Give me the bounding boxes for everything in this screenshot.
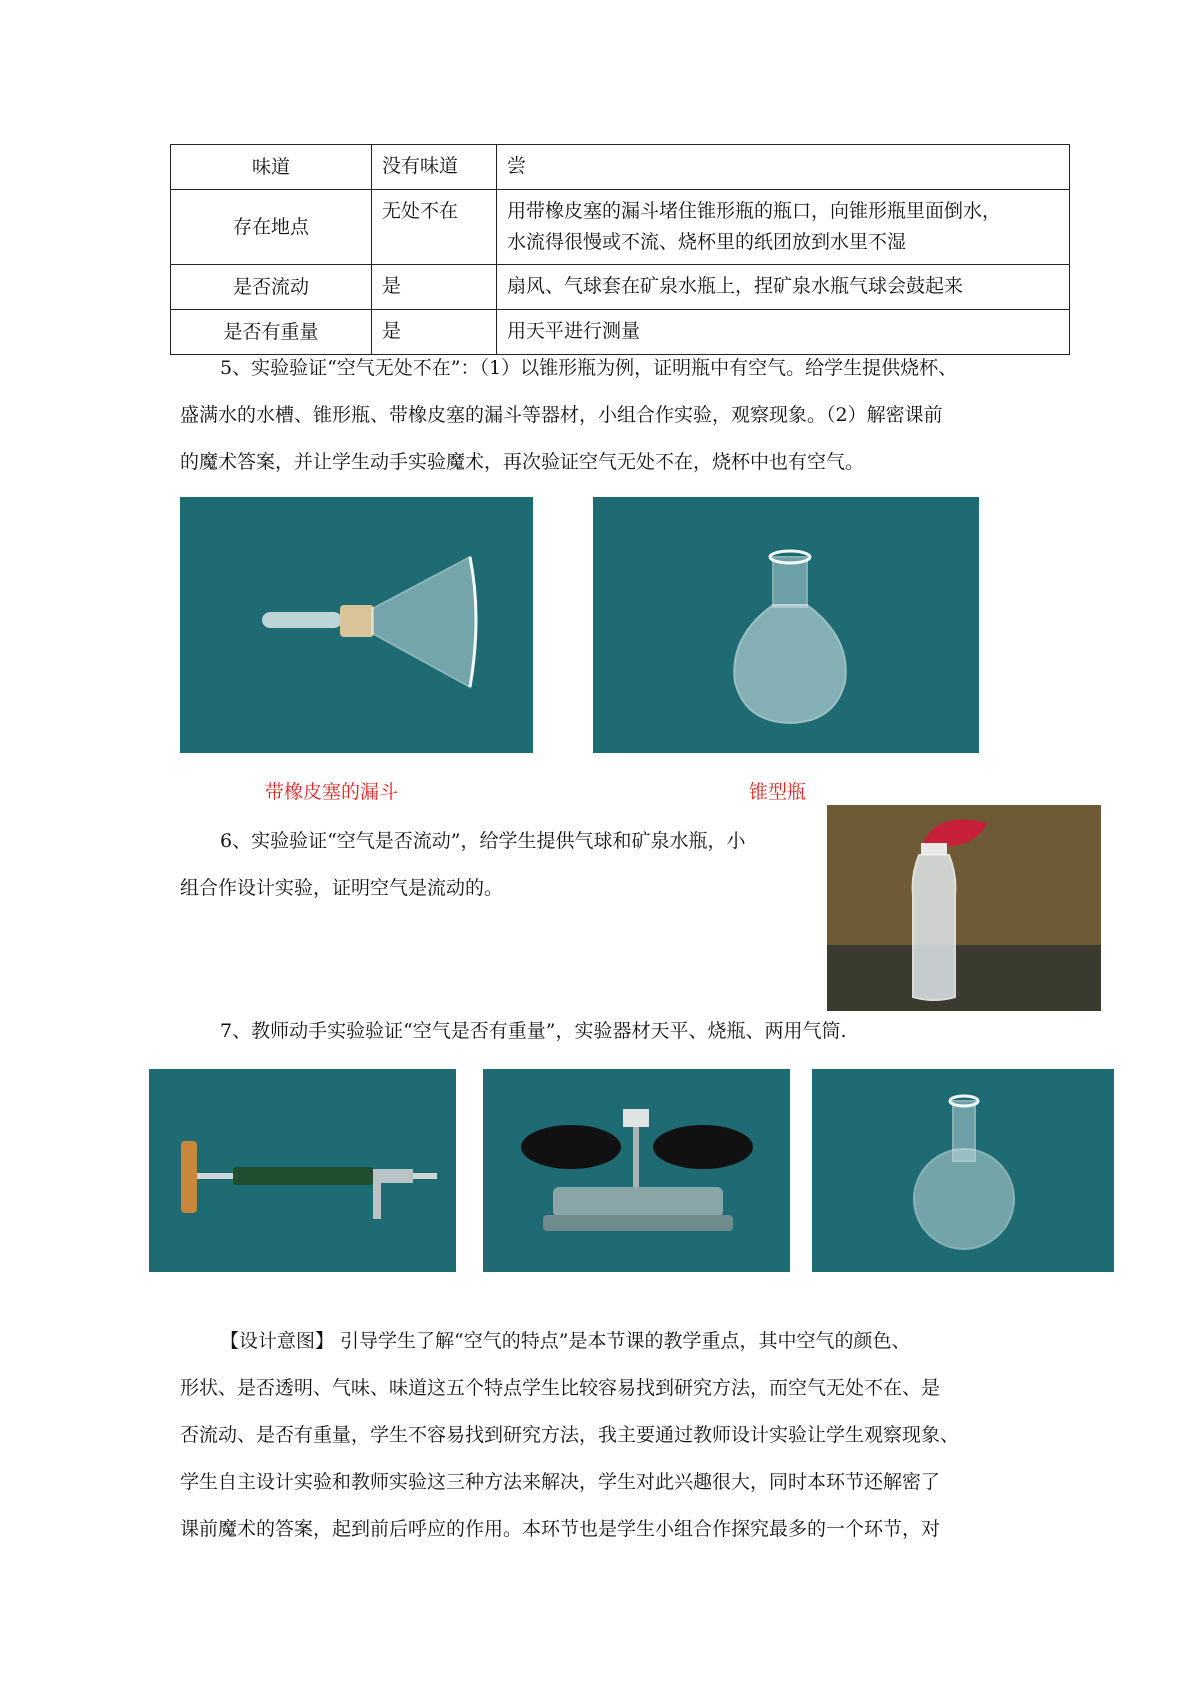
paragraph-line: 盛满水的水槽、锥形瓶、带橡皮塞的漏斗等器材，小组合作实验，观察现象。（2）解密课前	[180, 404, 943, 426]
table-cell-property: 是否有重量	[171, 310, 372, 355]
pump-illustration	[149, 1069, 456, 1272]
balance-illustration	[483, 1069, 790, 1272]
method-line: 用带橡皮塞的漏斗堵住锥形瓶的瓶口，向锥形瓶里面倒水，	[507, 200, 1002, 222]
paragraph-line: 学生自主设计实验和教师实验这三种方法来解决，学生对此兴趣很大，同时本环节还解密了	[180, 1471, 941, 1493]
funnel-caption: 带橡皮塞的漏斗	[265, 781, 399, 803]
air-properties-table	[170, 144, 1070, 355]
table-cell-property: 味道	[171, 145, 372, 190]
paragraph-line: 【设计意图】 引导学生了解“空气的特点”是本节课的教学重点，其中空气的颜色、	[220, 1330, 911, 1352]
paragraph-line: 6、实验验证“空气是否流动”，给学生提供气球和矿泉水瓶，小	[220, 830, 746, 852]
table-cell-property: 是否流动	[171, 265, 372, 310]
table-cell-answer: 是	[372, 265, 497, 310]
method-line: 水流得很慢或不流、烧杯里的纸团放到水里不湿	[507, 231, 907, 253]
table-cell-method: 用天平进行测量	[497, 310, 1070, 355]
paragraph-line: 7、教师动手实验验证“空气是否有重量”，实验器材天平、烧瓶、两用气筒.	[220, 1020, 847, 1042]
section-7-paragraph	[180, 1008, 1020, 1055]
section-6-paragraph	[180, 818, 820, 912]
paragraph-line: 的魔术答案，并让学生动手实验魔术，再次验证空气无处不在，烧杯中也有空气。	[180, 451, 865, 473]
flask-photo	[593, 497, 979, 753]
round-flask-photo	[812, 1069, 1114, 1272]
table-cell-method: 尝	[497, 145, 1070, 190]
bottle-balloon-photo	[827, 805, 1101, 1011]
paragraph-line: 组合作设计实验，证明空气是流动的。	[180, 877, 504, 899]
paragraph-line: 5、实验验证“空气无处不在”：（1）以锥形瓶为例，证明瓶中有空气。给学生提供烧杯、	[220, 357, 958, 379]
bottle-balloon-illustration	[827, 805, 1101, 1011]
round-flask-illustration	[812, 1069, 1114, 1272]
flask-caption: 锥型瓶	[749, 781, 807, 803]
funnel-illustration	[180, 497, 533, 753]
balance-photo	[483, 1069, 790, 1272]
table-cell-answer: 无处不在	[372, 190, 497, 265]
table-cell-answer: 是	[372, 310, 497, 355]
pump-photo	[149, 1069, 456, 1272]
section-5-paragraph	[180, 345, 1020, 486]
funnel-photo	[180, 497, 533, 753]
paragraph-line: 否流动、是否有重量，学生不容易找到研究方法，我主要通过教师设计实验让学生观察现象、	[180, 1424, 960, 1446]
flask-illustration	[593, 497, 979, 753]
table-cell-answer: 没有味道	[372, 145, 497, 190]
table-row	[171, 145, 1070, 190]
table-row	[171, 265, 1070, 310]
table-row	[171, 190, 1070, 265]
design-intent-paragraph	[180, 1318, 1020, 1553]
paragraph-line: 形状、是否透明、气味、味道这五个特点学生比较容易找到研究方法，而空气无处不在、是	[180, 1377, 941, 1399]
table-cell-property: 存在地点	[171, 190, 372, 265]
table-cell-method: 扇风、气球套在矿泉水瓶上，捏矿泉水瓶气球会鼓起来	[497, 265, 1070, 310]
paragraph-line: 课前魔术的答案，起到前后呼应的作用。本环节也是学生小组合作探究最多的一个环节，对	[180, 1518, 941, 1540]
table-cell-method	[497, 190, 1070, 265]
